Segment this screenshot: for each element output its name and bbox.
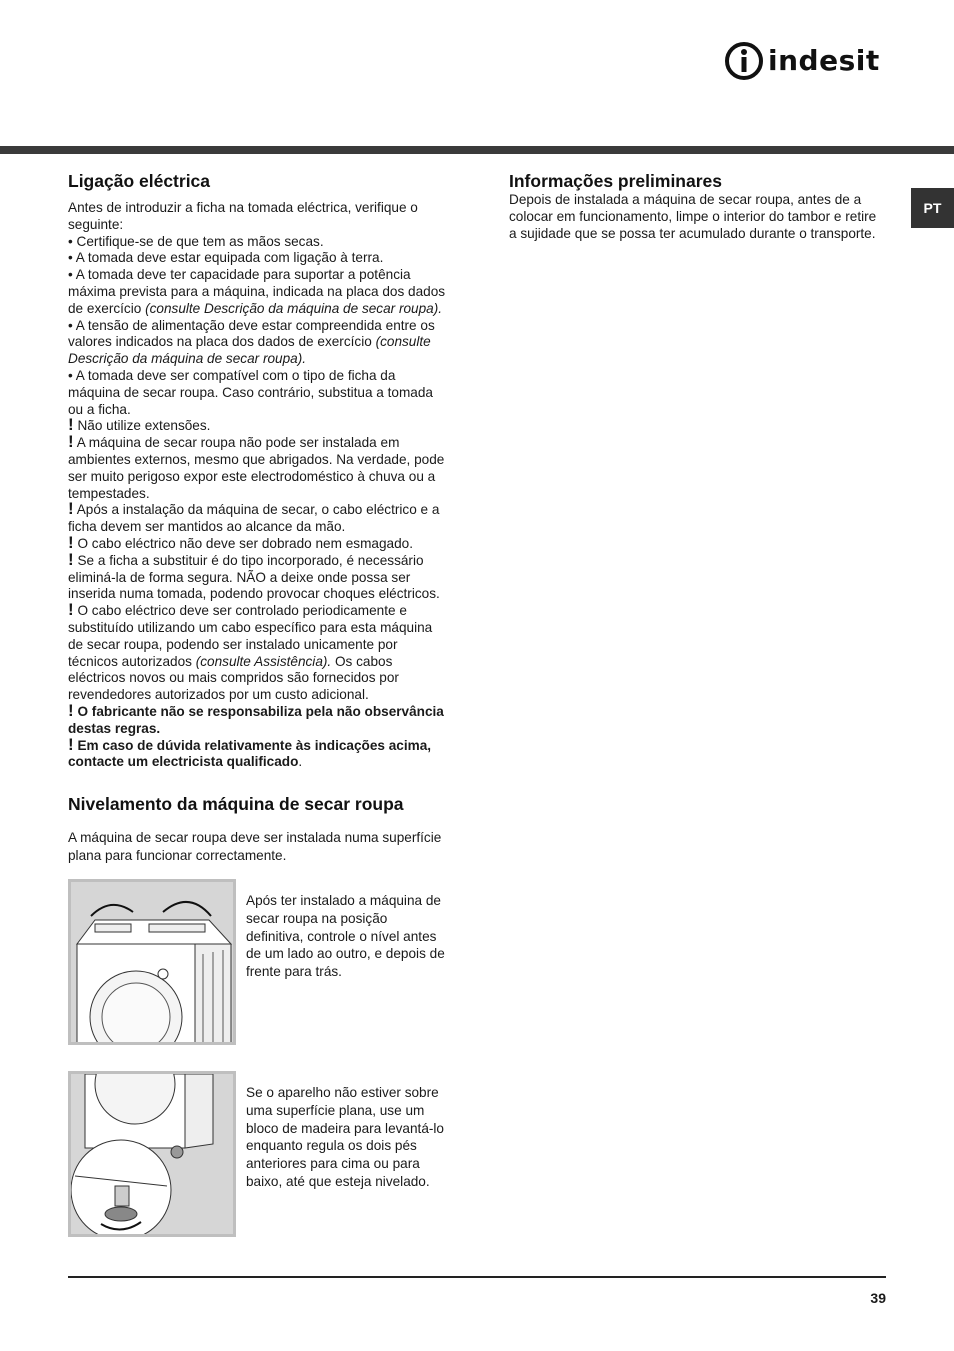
intro-text: Antes de introduzir a ficha na tomada eléctrica, verifique o seguinte: [68, 200, 418, 232]
bullet-item: • A tomada deve estar equipada com ligação à terra. [68, 250, 384, 266]
section-title-leveling: Nivelamento da máquina de secar roupa [68, 794, 404, 815]
footer-rule [68, 1276, 886, 1278]
section-title-preliminary: Informações preliminares [509, 171, 722, 191]
bullet-item: • A tomada deve ser compatível com o tipo de ficha da máquina de secar roupa. Caso contrário, substitua a tomada ou a ficha. [68, 367, 433, 417]
leveling-row-2 [68, 1071, 446, 1241]
leveling-row-1 [68, 879, 446, 1049]
warning-icon: ! [68, 432, 74, 452]
language-tab: PT [911, 188, 954, 228]
left-column [68, 170, 446, 1241]
warning-item-bold: ! Em caso de dúvida relativamente às indicações acima, contacte um electricista qualificado. [68, 734, 432, 770]
leveling-intro: A máquina de secar roupa deve ser instalada numa superfície plana para funcionar correctamente. [68, 830, 442, 864]
brand-wordmark: indesit [768, 44, 880, 77]
dryer-top-level-illustration [68, 879, 236, 1045]
bullet-item: • Certifique-se de que tem as mãos secas. [68, 233, 324, 249]
right-column [509, 170, 879, 242]
page-number: 39 [870, 1290, 886, 1306]
warning-item-bold: ! O fabricante não se responsabiliza pela não observância destas regras. [68, 700, 444, 736]
brand-logo [724, 40, 890, 82]
warning-icon: ! [68, 415, 74, 435]
warning-icon: ! [68, 549, 74, 569]
section-title-electrical: Ligação eléctrica [68, 171, 211, 191]
warning-icon: ! [68, 734, 74, 754]
indesit-i-icon [724, 41, 764, 81]
section-body-electrical [68, 200, 446, 771]
warning-icon: ! [68, 600, 74, 620]
leveling-text-2: Se o aparelho não estiver sobre uma superfície plana, use um bloco de madeira para levantá-lo enquanto regula os dois pés anteriores para cima ou para baixo, até que esteja nivelado. [246, 1085, 444, 1189]
warning-item: ! O cabo eléctrico deve ser controlado periodicamente e substituído utilizando um cabo específico para esta máquina de secar roupa, podendo ser instalado unicamente por técnicos autorizados (consulte Assistência). Os cabos eléctricos novos ou mais compridos são fornecidos por revendedores autorizados por um custo adicional. [68, 600, 433, 703]
dryer-feet-adjust-illustration [68, 1071, 236, 1237]
warning-item: ! A máquina de secar roupa não pode ser instalada em ambientes externos, mesmo que abrigados. Na verdade, pode ser muito perigoso expor este electrodoméstico à chuva ou a tempestades. [68, 432, 445, 501]
preliminary-text: Depois de instalada a máquina de secar roupa, antes de a colocar em funcionamento, limpe o interior do tambor e retire a sujidade que se possa ter acumulado durante o transporte. [509, 192, 877, 241]
warning-icon: ! [68, 700, 74, 720]
bullet-item: • A tensão de alimentação deve estar compreendida entre os valores indicados na placa dos dados de exercício (consulte Descrição da máquina de secar roupa). [68, 317, 435, 367]
warning-icon: ! [68, 532, 74, 552]
header-bar [0, 146, 954, 154]
warning-icon: ! [68, 499, 74, 519]
warning-item: ! O cabo eléctrico não deve ser dobrado nem esmagado. [68, 532, 413, 552]
warning-item: ! Se a ficha a substituir é do tipo incorporado, é necessário eliminá-la de forma segura. NÃO a deixe onde possa ser inserida numa tomada, podendo provocar choques eléctricos. [68, 549, 440, 602]
warning-item: ! Não utilize extensões. [68, 415, 211, 435]
warning-item: ! Após a instalação da máquina de secar, o cabo eléctrico e a ficha devem ser mantidos ao alcance da mão. [68, 499, 440, 535]
bullet-item: • A tomada deve ter capacidade para suportar a potência máxima prevista para a máquina, indicada na placa dos dados de exercício (consulte Descrição da máquina de secar roupa). [68, 267, 446, 316]
leveling-text-1: Após ter instalado a máquina de secar roupa na posição definitiva, controle o nível antes de um lado ao outro, e depois de frente para trás. [246, 893, 445, 980]
